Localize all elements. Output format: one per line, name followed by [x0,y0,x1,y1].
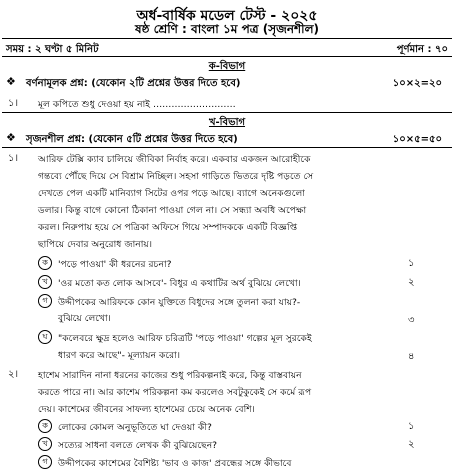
divider [2,38,452,39]
full-marks: পূর্ণমান : ৭০ [396,44,448,55]
part-mark: ২ [408,277,415,288]
divider [2,147,452,148]
part-text: সত্যের সাধনা বলতে লেখক কী বুঝিয়েছেন? [58,440,218,451]
part-label: ঘ [38,330,52,344]
question-number: ২। [8,369,19,380]
part-text: উদ্দীপকের আরিফকে কোন যুক্তিতে বিধুদের সঙ্গে তুলনা করা যায়?- [58,297,301,308]
stem-line: হাশেম সারাদিন নানা ধরনের কাজের শুধু পরিকল্পনাই করে, কিন্তু বাস্তবায়ন [38,370,302,381]
section-kha-title: খ-বিভাগ [208,117,246,128]
stem-line: করল। নিরুপায় হয়ে সে পত্রিকা অফিসে গিয়ে সম্পাদককে একটি বিজ্ঞপ্তি [38,222,298,233]
part-text: 'ওর মতো কত লোক আসবে'- বিধুর এ কথাটির অর্থ বুঝিয়ে লেখো। [58,278,301,289]
stem-line: গন্তব্যে পৌঁছে দিয়ে সে বিশ্রাম নিচ্ছিল। সহসা গাড়িতে ভিতরে দৃষ্টি পড়তে সে [38,171,314,182]
stem-line: আরিফ টেক্সি ক্যাব চালিয়ে জীবিকা নির্বাহ করে। একবার একজন আরোহীকে [38,154,311,165]
part-text: "কলেবরে ক্ষুদ্র হলেও আরিফ চরিত্রটি 'পড়ে পাওয়া' গল্পের মূল সুরকেই [58,333,312,344]
divider [2,56,452,57]
part-label: খ [38,437,52,451]
part-label: ক [38,419,52,433]
part-text: 'পড়ে পাওয়া' কী ধরনের রচনা? [58,259,172,270]
section-kha-marks: ১০×৫=৫০ [392,134,442,145]
part-mark: ৩ [408,315,415,326]
part-text: লোকের কোমল অনুভূতিতে ঘা দেওয়া কী? [58,422,212,433]
stem-line: করতে পারে না। আর কাশেম পরিকল্পনা কম করলেও সবটুকুকেই সে কর্মে রূপ [38,387,312,398]
question-number: ১। [8,98,19,109]
stem-line: দেখতে পেল একটি মানিব্যাগ সিটের ওপর পড়ে আছে। ব্যাগে অনেকগুলো [38,188,305,199]
exam-title: অর্ধ-বার্ষিক মডেল টেস্ট - ২০২৫ [136,8,318,24]
part-label: খ [38,275,52,289]
part-mark: ২ [408,439,415,450]
section-kha-heading: সৃজনশীল প্রশ্ন: (যেকোন ৫টি প্রশ্নের উত্তর দিতে হবে) [26,134,238,145]
part-label: গ [38,455,52,469]
part-text: ধারণ করে আছে"- মূল্যায়ন করো। [58,350,181,361]
section-ka-marks: ১০×২=২০ [392,78,442,89]
diamond-bullet-icon: ❖ [6,75,16,88]
section-ka-question-text: মূল কপিতে শুধু দেওয়া হয় নাই ……………………… [38,99,236,110]
part-mark: ৪ [408,351,415,362]
part-mark: ১ [408,258,415,269]
stem-line: ছাপিয়ে দেবার অনুরোধ জানায়। [38,239,153,250]
part-text: উদ্দীপকের কাশেমের বৈশিষ্ট্য 'ভাব ও কাজ' প্রবন্ধের সঙ্গে কীভাবে [58,458,292,469]
part-mark: ১ [408,421,415,432]
section-ka-title: ক-বিভাগ [208,61,246,72]
stem-line: দেয়। কাশেমের জীবনের সাফল্য হাশেমের চেয়ে অনেক বেশি। [38,404,255,415]
divider [2,112,452,113]
exam-subtitle: ষষ্ঠ শ্রেণি : বাংলা ১ম পত্র (সৃজনশীল) [134,22,319,36]
diamond-bullet-icon: ❖ [6,131,16,144]
part-text: বুঝিয়ে লেখো। [58,313,111,324]
question-number: ১। [8,153,19,164]
part-label: গ [38,294,52,308]
section-ka-heading: বর্ণনামূলক প্রশ্ন: (যেকোন ২টি প্রশ্নের উত্তর দিতে হবে) [26,78,241,89]
part-label: ক [38,256,52,270]
stem-line: ডলার। কিন্তু বাগে কোনো ঠিকানা পাওয়া গেল না। সে সন্ধ্যা অবধি অপেক্ষা [38,205,307,216]
exam-time: সময় : ২ ঘণ্টা ৫ মিনিট [6,44,99,55]
